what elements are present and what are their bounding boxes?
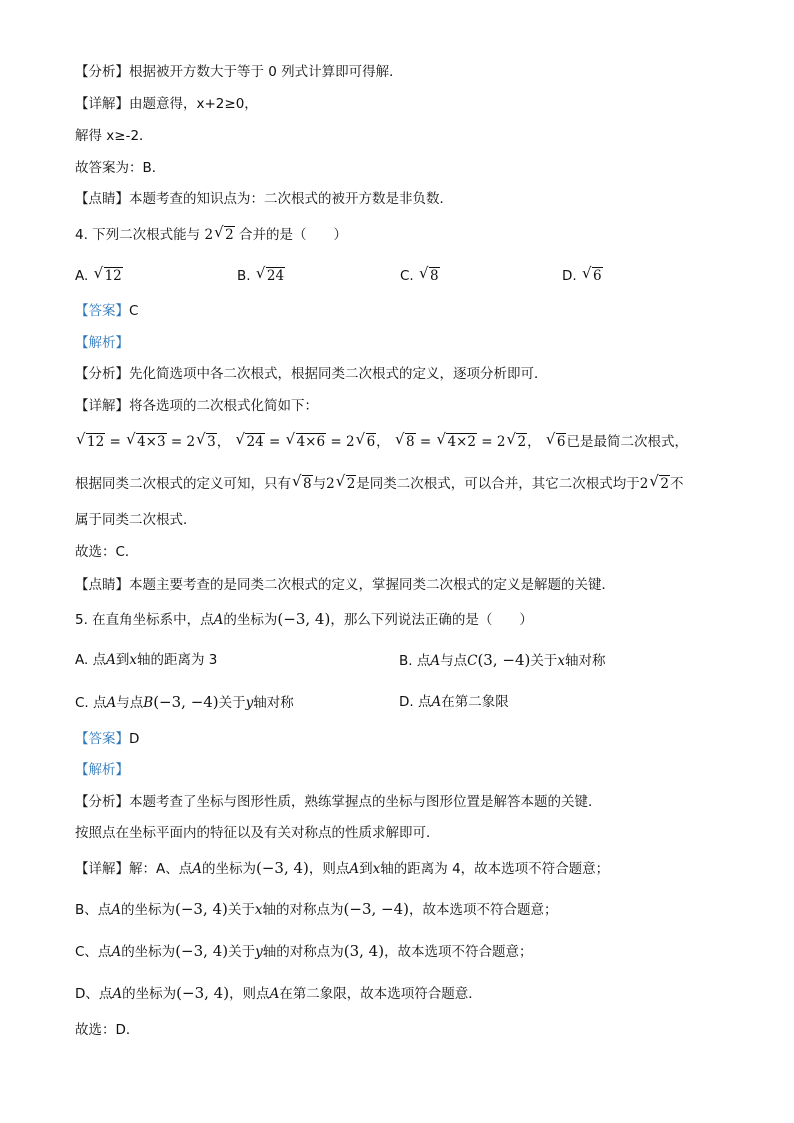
eq3-sqrt-rhs: √ 2 [506,432,527,452]
conclusion-sqrt-2: √ 2 [336,474,357,494]
answer-value: D [129,731,140,747]
answer-tag: 【答案】 [75,303,129,319]
q4-equation-line: √ 12 = √ 4×3 = 2√ 3， √ 24 = √ 4×6 = 2√ 6， √ 8 = √ 4×2 = 2√ 2， √ 6已是最简二次根式， [75,432,688,452]
q4-stem-coef: 2 [204,227,214,243]
sqrt-option-c: √ 8 [419,266,440,286]
q5-answer [75,729,139,749]
q5-stem-coord: (−3, 4) [277,610,331,628]
q3-comment [75,189,453,209]
sqrt-option-d: √ 6 [582,266,603,286]
analysis-tag: 【分析】 [75,366,129,382]
q5-analysis: 【分析】本题考查了坐标与图形性质，熟练掌握点的坐标与图形位置是解答本题的关键． [75,794,602,810]
q4-option-d: D. √ 6 [562,266,603,286]
q4-stem-suffix: 合并的是（ ） [238,227,347,243]
comment-tag: 【点睛】 [75,191,129,207]
q4-answer [75,301,138,321]
q5-option-c: C. 点A与点B(−3, −4)关于y轴对称 [75,693,294,711]
comment-text: 本题主要考查的是同类二次根式的定义，掌握同类二次根式的定义是解题的关键． [129,577,615,593]
q4-option-c: C. √ 8 [400,266,440,286]
q4-stem-sqrt: √ 2 [214,225,235,245]
q3-answer [75,158,165,178]
q5-option-a: A. 点A到x轴的距离为 3 [75,652,218,668]
eq2-sqrt-rhs: √ 6 [356,432,377,452]
answer-text: 故答案为：B． [75,160,166,176]
detail-text: 将各选项的二次根式化简如下： [129,398,318,414]
comment-text: 本题考查的知识点为：二次根式的被开方数是非负数． [129,191,453,207]
q4-analysis [75,364,548,384]
q4-stem [75,225,347,245]
detail-text: 由题意得，x+2≥0， [129,96,258,112]
comment-tag: 【点睛】 [75,577,129,593]
q3-detail [75,94,258,114]
sqrt-option-a: √ 12 [94,266,123,286]
eq1-sqrt-mid: √ 4×3 [126,432,167,452]
detail-tag: 【详解】 [75,398,129,414]
q5-stem: 5. 在直角坐标系中，点A的坐标为(−3, 4)，那么下列说法正确的是（ ） [75,610,533,628]
q4-option-b: B. √ 24 [237,266,285,286]
analysis-text: 根据被开方数大于等于 0 列式计算即可得解． [129,64,403,80]
detail-tag: 【详解】 [75,96,129,112]
q5-jiexi [75,760,129,780]
q5-detail-a: 【详解】解：A、点A的坐标为(−3, 4)，则点A到x轴的距离为 4，故本选项不符合题意； [75,859,610,877]
q3-solve [75,126,153,146]
eq2-sqrt-mid: √ 4×6 [286,432,327,452]
eq1-sqrt-rhs: √ 3 [196,432,217,452]
jiexi-tag: 【解析】 [75,762,129,778]
q4-detail [75,396,318,416]
eq4-sqrt: √ 6 [546,432,567,452]
q5-option-b: B. 点A与点C(3, −4)关于x轴对称 [399,651,606,669]
q5-detail-c: C、点A的坐标为(−3, 4)关于y轴的对称点为(3, 4)，故本选项不符合题意； [75,942,533,960]
q5-analysis-2: 按照点在坐标平面内的特征以及有关对称点的性质求解即可． [75,825,440,841]
q4-choose: 故选：C． [75,544,139,560]
q5-choose: 故选：D． [75,1022,140,1038]
solve-text: 解得 x≥-2． [75,128,153,144]
q4-conclusion: 根据同类二次根式的定义可知，只有√ 8与2√ 2是同类二次根式，可以合并，其它二次根式均于2√ 2不 [75,474,683,494]
q4-stem-prefix: 4. 下列二次根式能与 [75,227,201,243]
analysis-tag: 【分析】 [75,64,129,80]
sqrt-option-b: √ 24 [256,266,285,286]
conclusion-sqrt-1: √ 8 [292,474,313,494]
q4-comment [75,575,615,595]
q4-jiexi [75,333,129,353]
jiexi-tag: 【解析】 [75,335,129,351]
q3-analysis [75,62,403,82]
eq3-sqrt-lhs: √ 8 [395,432,416,452]
q5-option-d: D. 点A在第二象限 [399,694,509,710]
eq3-sqrt-mid: √ 4×2 [436,432,477,452]
q5-detail-b: B、点A的坐标为(−3, 4)关于x轴的对称点为(−3, −4)，故本选项不符合题意； [75,900,558,918]
q5-detail-d: D、点A的坐标为(−3, 4)，则点A在第二象限，故本选项符合题意． [75,984,482,1002]
q4-option-a: A. √ 12 [75,266,123,286]
eq2-sqrt-lhs: √ 24 [235,432,264,452]
analysis-text: 先化简选项中各二次根式，根据同类二次根式的定义，逐项分析即可． [129,366,548,382]
answer-value: C [129,303,139,319]
q4-conclusion-cont: 属于同类二次根式． [75,512,197,528]
answer-tag: 【答案】 [75,731,129,747]
conclusion-sqrt-3: √ 2 [649,474,670,494]
eq1-sqrt-lhs: √ 12 [76,432,105,452]
